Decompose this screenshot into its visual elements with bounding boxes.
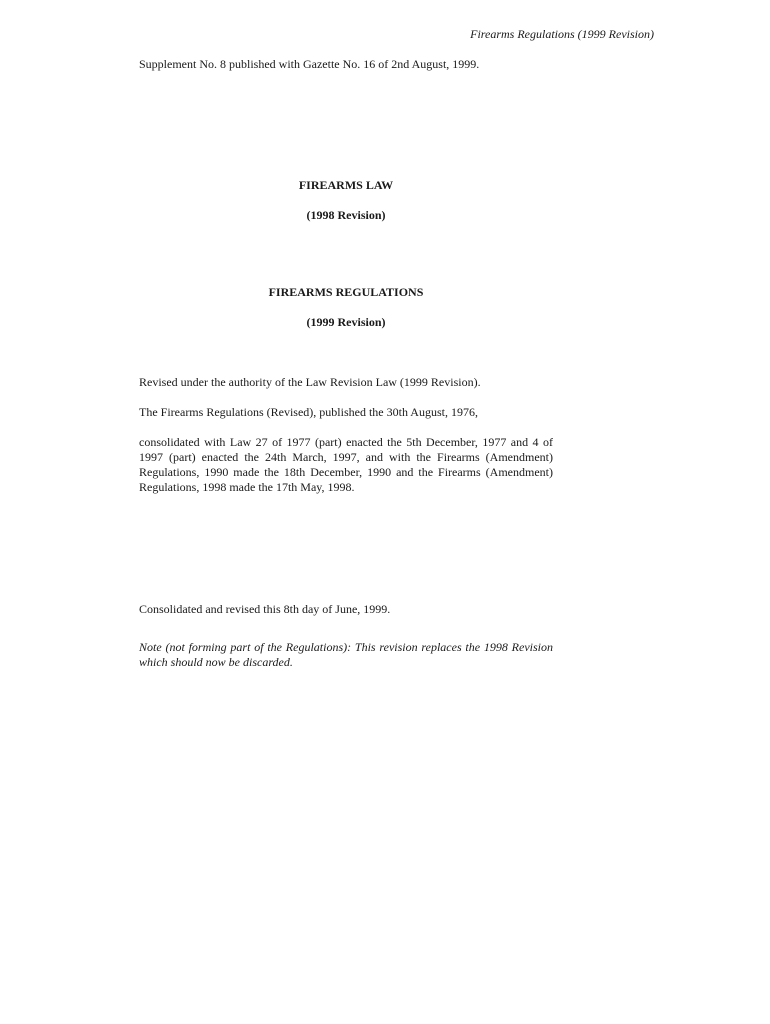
published-paragraph: The Firearms Regulations (Revised), published the 30th August, 1976, [139, 405, 478, 419]
law-revision: (1998 Revision) [306, 208, 386, 222]
supplement-line: Supplement No. 8 published with Gazette No. 16 of 2nd August, 1999. [139, 57, 480, 71]
consolidated-paragraph: consolidated with Law 27 of 1977 (part) enacted the 5th December, 1977 and 4 of 1997 (part) enacted the 24th March, 1997, and with the Firearms (Amendment) Regulations, 1990 made the 18th December, 1990 and the Firearms (Amendment) Regulations, 1998 made the 17th May, 1998. [139, 435, 553, 494]
revision-note: Note (not forming part of the Regulations): This revision replaces the 1998 Revision which should now be discarded. [139, 640, 553, 669]
law-title: FIREARMS LAW [298, 178, 394, 192]
running-header: Firearms Regulations (1999 Revision) [470, 27, 654, 41]
regulations-revision: (1999 Revision) [306, 315, 386, 329]
authority-paragraph: Revised under the authority of the Law Revision Law (1999 Revision). [139, 375, 481, 389]
regulations-title: FIREARMS REGULATIONS [268, 285, 424, 299]
revised-date-paragraph: Consolidated and revised this 8th day of June, 1999. [139, 602, 391, 616]
